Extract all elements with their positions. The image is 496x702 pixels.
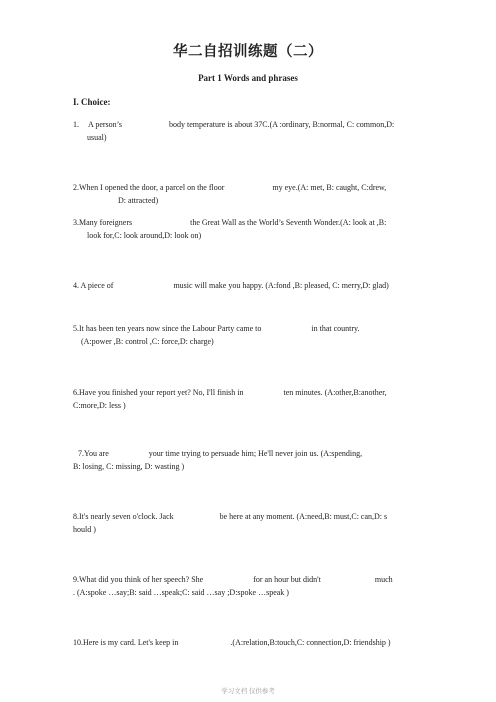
question-number: 1. xyxy=(73,120,79,129)
question-text: for an hour but didn't xyxy=(253,575,321,584)
question-text: much xyxy=(374,575,393,584)
question-10 xyxy=(73,637,425,650)
question-text: 9.What did you think of her speech? She xyxy=(73,575,204,584)
part-heading: Part 1 Words and phrases xyxy=(198,73,298,83)
question-text: 5.It has been ten years now since the Labour Party came to xyxy=(73,324,262,333)
question-text: 2.When I opened the door, a parcel on the floor xyxy=(73,183,225,192)
section-heading: I. Choice: xyxy=(73,97,111,107)
question-5 xyxy=(73,323,425,348)
question-options: D: attracted) xyxy=(118,195,159,205)
page-title: 华二自招训练题（二） xyxy=(173,44,323,60)
question-1 xyxy=(73,119,425,144)
question-text: 3.Many foreigners xyxy=(73,218,133,227)
question-text: 7.You are xyxy=(78,449,109,458)
question-text: in that country. xyxy=(311,324,360,333)
question-6 xyxy=(73,387,425,412)
page-footer: 学习文档 仅供参考 xyxy=(221,688,275,695)
question-options: . (A:spoke …say;B: said …speak;C: said …say ;D:spoke …speak ) xyxy=(73,587,289,597)
question-text: your time trying to persuade him; He'll never join us. (A:spending, xyxy=(148,449,363,458)
question-7 xyxy=(73,448,425,473)
question-options: hould ) xyxy=(73,524,96,534)
question-text: music will make you happy. (A:fond ,B: pleased, C: merry,D: glad) xyxy=(173,281,389,290)
question-4 xyxy=(73,280,425,293)
question-options: (A:power ,B: control ,C: force,D: charge) xyxy=(81,336,214,346)
question-options: look for,C: look around,D: look on) xyxy=(87,230,202,240)
question-text: body temperature is about 37C.(A :ordinary, B:normal, C: common,D: xyxy=(169,120,395,129)
question-2 xyxy=(73,182,425,207)
question-text: 6.Have you finished your report yet? No, I'll finish in xyxy=(73,388,244,397)
question-text: A person’s xyxy=(88,120,122,129)
question-text: 8.It's nearly seven o'clock. Jack xyxy=(73,512,174,521)
question-text: be here at any moment. (A:need,B: must,C: can,D: s xyxy=(219,512,388,521)
question-text: 4. A piece of xyxy=(73,281,114,290)
question-text: 10.Here is my card. Let's keep in xyxy=(73,638,179,647)
question-text: my eye.(A: met, B: caught, C:drew, xyxy=(272,183,387,192)
question-8 xyxy=(73,511,425,536)
question-3 xyxy=(73,217,425,242)
question-text: .(A:relation,B:touch,C: connection,D: friendship ) xyxy=(230,638,391,647)
question-options: C:more,D: less ) xyxy=(73,400,126,410)
question-options: B: losing, C: missing, D: wasting ) xyxy=(73,461,185,471)
question-text: ten minutes. (A:other,B:another, xyxy=(283,388,387,397)
question-options: usual) xyxy=(87,132,107,142)
question-9 xyxy=(73,574,425,599)
question-text: the Great Wall as the World’s Seventh Wonder.(A: look at ,B: xyxy=(190,218,387,227)
